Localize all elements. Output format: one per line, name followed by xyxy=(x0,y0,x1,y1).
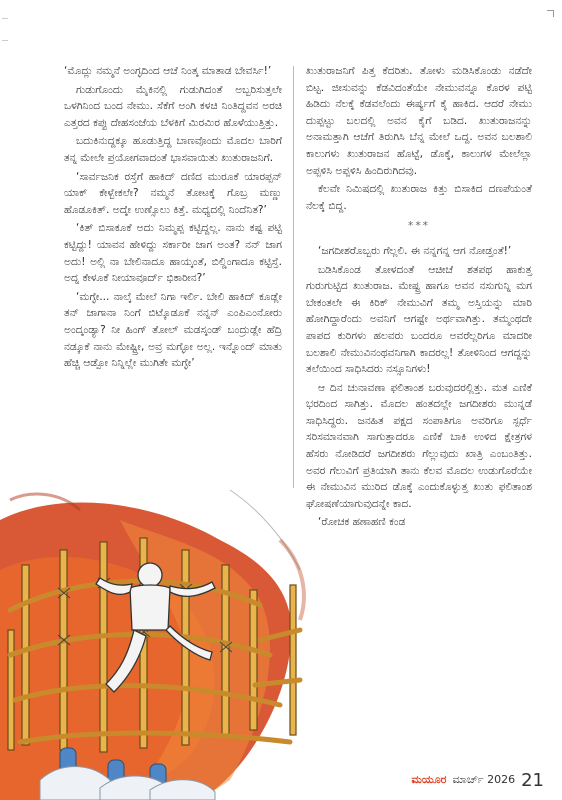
paragraph: ಬಡಿಸಿಕೊಂಡ ತೋಳದಂತೆ ಆಚೀಚೆ ಶತಪಥ ಹಾಕುತ್ತ ಗುರುಗುಟ್ಟಿದ ಖುತುರಾಜ. ಮೇಷ್ಟ್ರ ಹಾಗೂ ಅವನ ನಸುಗುನ್ನಿ ಮಗ ಬೇಕಂತಲೇ ಈ ಕಿರಿಕ್ ನೇಮುವಿಗೆ ತಮ್ಮ ಅಸ್ತಿಯನ್ನು ಮಾರಿ ಹೋಗಿದ್ದಾರೆಂದು ಅವನಿಗೆ ಆಗಷ್ಟೇ ಅರ್ಥವಾಗಿತ್ತು. ತಮ್ಮಂಥದೇ ಪಾಪದ ಕುರಿಗಳು ಹಲವರು ಬಂದರೂ ಅವರೆಲ್ಲರಿಗೂ ಮಾದರೀ ಬಲಶಾಲಿ ನೇಮುವಿನಂಥವನಿಗಾಗಿ ಕಾದರಲ್ಲ! ತೋಳಿನಿಂದ ಆಗದ್ದನ್ನು ತಲೆಯಿಂದ ಸಾಧಿಸಿದರು ನಸ್ಸೂನಿಗಳು! xyxy=(306,263,532,376)
paragraph: ‘ಮೊದ್ಲು ನಮ್ಮನೆ ಅಂಗ್ಳದಿಂದ ಆಚೆ ನಿಂತ್ಕ ಮಾತಾಡ ಬೇವರ್ಸಿ!’ xyxy=(64,65,272,77)
story-illustration xyxy=(0,480,562,800)
issue-date: ಮಾರ್ಚ್ 2026 xyxy=(452,773,516,786)
paragraph: ‘ಕಿತ್ ಬಿಸಾಕೂಕೆ ಅದು ನಿಮ್ಮಪ್ಪ ಕಟ್ಟಿದ್ದಲ್ಲ. ನಾನು ಕಷ್ಟ ಪಟ್ಟಿ ಕಟ್ಟಿದ್ದು! ಯಾವನ ಹೇಳಿದ್ದು ಸರ್ಕಾರೀ ಜಾಗ ಅಂತ? ನನ್ ಜಾಗ ಅದು! ಅಲ್ಲಿ ನಾ ಬೇಲಿನಾದೂ ಹಾಯ್ಕಂತೆ, ಬಿಲ್ಡಿಂಗಾದೂ ಕಟ್ಟಿಸ್ತೆ. ಅದ್ನ ಕೇಳೂಕೆ ನೀಯಾವೂರ್ದ್ ಭಿಕಾರೀನ?’ xyxy=(64,222,282,285)
paragraph: ‘ರೋಚಕ ಹಣಾಹಣಿ ಕಂಡ xyxy=(318,516,406,529)
paragraph: ಆ ದಿನ ಚುನಾವಣಾ ಫಲಿತಾಂಶ ಬರುವುದರಲ್ಲಿತ್ತು. ಮತ ಎಣಿಕೆ ಭರದಿಂದ ಸಾಗಿತ್ತು. ಮೊದಲ ಹಂತದಲ್ಲೇ ಜಗದೀಶರು ಮುನ್ನಡೆ ಸಾಧಿಸಿದ್ದರು. ಜನಹಿತ ಪಕ್ಷದ ಸಂಪಾತಿಗೂ ಅವರಿಗೂ ಸ್ಪರ್ಧೆ ಸರಿಸಮಾನವಾಗಿ ಸಾಗುತ್ತಾದರೂ ಎಣಿಕೆ ಬಾಕಿ ಉಳಿದ ಕ್ಷೇತ್ರಗಳ ಹೆಸರು ನೋಡಿದರೆ ಜಗದೀಶರು ಗೆಲ್ಲುವುದು ಖಾತ್ರಿ ಎಂಬಂತಿತ್ತು. ಅವರ ಗೆಲುವಿಗೆ ಪ್ರತಿಯಾಗಿ ತಾನು ಕೆಲವ ಮೊದಲ ಉಡುಗೊರೆಯೇ ಈ ನೇಮುವಿನ ಮುರಿದ ಡೊಕ್ಕೆ ಎಂದುಕೊಳ್ಳುತ್ತ ಖುತು ಫಲಿತಾಂಶ ಘೋಷಣೆಯಾಗುವುದನ್ನೇ ಕಾದ. xyxy=(306,381,532,510)
page-number: 21 xyxy=(521,769,544,791)
paragraph: ‘ಮಗ್ಳೇ... ನಾಲ್ಕೆ ಮೇಲೆ ನಿಗಾ ಇರ್ಲಿ. ಬೇಲಿ ಹಾಕಿದ್ ಕೂಡ್ಲೇ ತನ್ ಜಾಗಾನಾ ನಿಂಗೆ ಬಿಟ್ಕೊಡೂಕೆ ನನ್ನನ್ ಎಂಪಿಎಂನೋರು ಅಂದ್ಕಂಡ್ಯಾ? ನೀ ಹಿಂಗ್ ತೋಲ್ ಮಡಸ್ಕಂಡ್ ಬಂದ್ರುಡ್ಲೇ ಹೆದ್ರಿ ನಡ್ಕೂಕೆ ನಾನು ಮೇಷ್ಟ್ರೀ, ಅವ್ರ ಮಗ್ಳೋ ಅಲ್ಲ. ಇನ್ನೊಂದ್ ಮಾತು ಹೆಚ್ಚಿ ಆಡ್ಪೋ ನಿನ್ನಿಲ್ಲೇ ಮುಗಿತೇ ಮಗ್ಳೇ’ xyxy=(64,290,282,370)
left-column xyxy=(64,63,282,374)
crop-mark xyxy=(547,10,554,17)
paragraph: ‘ಸಾರ್ವಜನಿಕ ರಸ್ತೆಗೆ ಹಾಕಿದ್ ದಣಿದ ಮುರೂಕೆ ಯಾರಪ್ಪನ್ ಯಾಕ್ ಕೇಳ್ಬೇಕಲೇ? ನಮ್ಮನೆ ತೋಟಕ್ಕೆ ಗೊಬ್ರ ಮಣ್ಣು ಹೊಡೂಕಿತ್. ಅದ್ಕೇ ಉಣ್ಸೊಲು ಕಿತ್ತೆ. ಮಧ್ಯದಲ್ಲಿ ನಿಂದೆನಿತ?’ xyxy=(64,170,282,216)
paragraph: ಕೆಲವೇ ನಿಮಿಷದಲ್ಲಿ ಖುತುರಾಜ ಕಿತ್ತು ಬಿಸಾಕಿದ ದಣಪೆಯಂತೆ ನೆಲಕ್ಕೆ ಬಿದ್ದ. xyxy=(306,183,532,212)
paragraph: ಖುತುರಾಜನಿಗೆ ಪಿತ್ತ ಕೆದರಿತು. ತೋಳು ಮಡಿಸಿಕೊಂಡು ನಡೆದೇ ಬಿಟ್ಟ. ಜೀಸುವನ್ನು ಕೆಡವಿದಂತೆಯೇ ನೇಮುವನ್ನೂ ಕೊರಳ ಪಟ್ಟಿ ಹಿಡಿದು ನೆಲಕ್ಕೆ ಕೆಡವಲೆಂದು ಈರ್ಷ್ಯಗೆ ಕೈ ಹಾಕಿದ. ಆದರೆ ನೇಮು ದುಪ್ಪಟ್ಟು ಬಲದಲ್ಲಿ ಅವನ ಕೈಗೆ ಬಡಿದ. ಖುತುರಾಜನನ್ನು ಅನಾಮತ್ತಾಗಿ ಆಚೆಗೆ ತಿರುಗಿಸಿ ಬೆನ್ನ ಮೇಲೆ ಒದ್ದ. ಅವನ ಬಲಶಾಲಿ ಕಾಲುಗಳು ಖುತುರಾಜನ ಹೊಟ್ಟೆ, ಡೊಕ್ಕೆ, ಕಾಲುಗಳ ಮೇಲೆಲ್ಲಾ ಅಪ್ಪಳಿಸಿ ಅಪ್ಪಳಿಸಿ ಹಿಂದಿರುಗಿದವು. xyxy=(306,65,532,177)
paragraph: ‘ಜಗದೀಶರೊಬ್ಬರು ಗೆಲ್ಲಲಿ. ಈ ನನ್ನಗನ್ನ ಆಗ ನೋಡ್ತಂತೆ!’ xyxy=(318,244,512,257)
right-column xyxy=(306,63,532,533)
page-footer xyxy=(411,768,544,792)
section-divider: *** xyxy=(408,220,430,233)
magazine-logo: ಮಯೂರ xyxy=(411,773,447,786)
paragraph: ಬದುಕಿನುದ್ದಕ್ಕೂ ಹೂಡುತ್ತಿದ್ದ ಬಾಣವೊಂದು ಮೊದಲ ಬಾರಿಗೆ ತನ್ನ ಮೇಲೇ ಪ್ರಯೋಗವಾದಂತೆ ಭಾಸವಾಯಿತು ಖುತುರಾಜನಿಗೆ. xyxy=(64,135,282,164)
paragraph: ಗುಡುಗೊಂದು ಮೈಕಿನಲ್ಲಿ ಗುಡುಗಿದಂತೆ ಅಬ್ಬರಿಸುತ್ತಲೇ ಒಳಗಿನಿಂದ ಬಂದ ನೇಮು. ಸೆಕೆಗೆ ಅಂಗಿ ಕಳಚಿ ನಿಂತಿದ್ದವನ ಅರಚಿ ಎತ್ತರದ ಕಪ್ಪು ದೇಹಸಂಜೆಯ ಬೆಳಕಿಗೆ ಮಿರಮಿರ ಹೊಳೆಯುತ್ತಿತ್ತು. xyxy=(64,83,282,129)
column-divider xyxy=(293,66,294,488)
margin-tick xyxy=(2,40,8,41)
margin-tick xyxy=(2,18,8,19)
